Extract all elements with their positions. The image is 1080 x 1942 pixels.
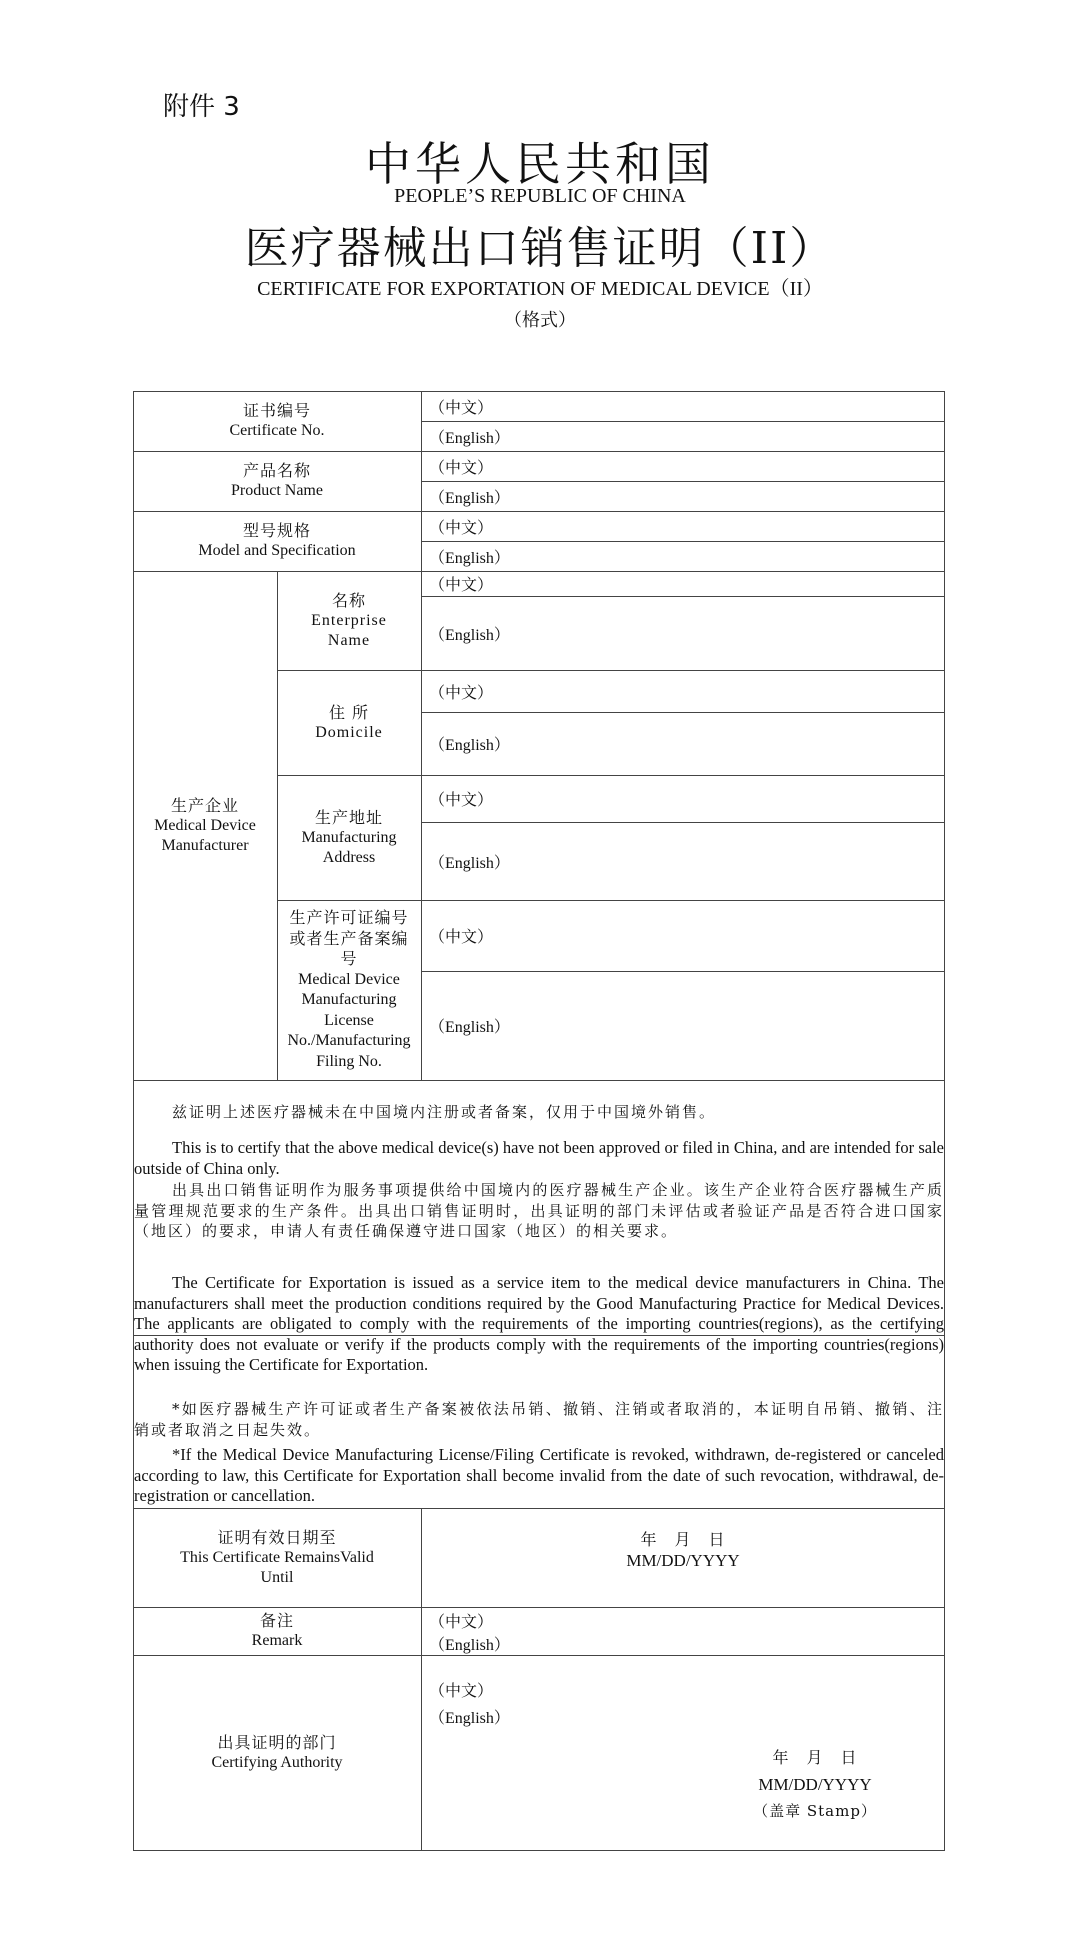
domicile-label <box>277 670 421 775</box>
model-label <box>133 511 421 571</box>
product-name-label-cn: 产品名称 <box>242 461 311 480</box>
statement-3-en: *If the Medical Device Manufacturing License/Filing Certificate is revoked, withdrawn, de-registered or canceled according to law, this Certificate for Exportation shall become invalid from the date of such revocation, withdrawal, de-registration or cancellation. <box>134 1445 944 1505</box>
remark-label-cn: 备注 <box>259 1611 294 1630</box>
product-name-cn-field[interactable]: （中文） <box>429 459 494 477</box>
cert-no-label <box>133 391 421 451</box>
manufacturing-address-label-cn: 生产地址 <box>314 807 383 827</box>
manufacturer-label-en1: Medical Device <box>154 816 256 834</box>
manufacturer-label <box>133 571 277 1080</box>
validity-label <box>133 1508 421 1607</box>
model-en-field[interactable]: （English） <box>429 549 510 567</box>
statement-1-en: This is to certify that the above medical device(s) have not been approved or filed in China, and are intended for sale outside of China only. <box>134 1138 944 1178</box>
attachment-label: 附件 3 <box>163 92 240 122</box>
domicile-label-en: Domicile <box>315 723 383 741</box>
enterprise-name-label <box>277 571 421 670</box>
divider <box>133 1080 945 1081</box>
license-no-label-en5: Filing No. <box>316 1052 382 1070</box>
remark-en-field[interactable]: （English） <box>429 1636 510 1654</box>
manufacturing-address-label <box>277 775 421 900</box>
manufacturing-address-label-en2: Address <box>322 848 376 866</box>
product-name-label-en: Product Name <box>231 482 323 499</box>
authority-label-cn: 出具证明的部门 <box>217 1733 337 1752</box>
domicile-en-field[interactable]: （English） <box>429 737 510 754</box>
authority-date-stamp[interactable] <box>730 1744 900 1824</box>
product-name-label <box>133 451 421 511</box>
statement-2-en: The Certificate for Exportation is issued as a service item to the medical device manufacturers in China. The manufacturers shall meet the production conditions required by the Good Manufacturing Practice for Medical Devices. The applicants are obligated to comply with the requirements of the importing countries(regions), as the certifying authority does not evaluate or verify if the products comply with the requirements of the importing countries(regions) when issuing the Certificate for Exportation. <box>134 1273 944 1374</box>
authority-cn-field[interactable]: （中文） <box>429 1682 494 1700</box>
enterprise-name-label-cn: 名称 <box>331 590 366 610</box>
license-no-label-en4: No./Manufacturing <box>287 1032 411 1049</box>
certificate-title-en: CERTIFICATE FOR EXPORTATION OF MEDICAL DEVICE（II） <box>257 278 823 300</box>
model-label-cn: 型号规格 <box>242 521 311 540</box>
license-no-label-en1: Medical Device <box>298 970 400 988</box>
license-no-label <box>277 900 421 1080</box>
cert-no-label-cn: 证书编号 <box>242 401 311 420</box>
manufacturer-label-en2: Manufacturer <box>161 836 249 854</box>
cert-no-label-en: Certificate No. <box>229 422 325 439</box>
authority-label <box>133 1655 421 1851</box>
enterprise-name-en-field[interactable]: （English） <box>429 626 510 644</box>
domicile-label-cn: 住 所 <box>328 702 370 722</box>
statement-3-cn: *如医疗器械生产许可证或者生产备案被依法吊销、撤销、注销或者取消的，本证明自吊销、撤销、注销或者取消之日起失效。 <box>134 1400 944 1439</box>
remark-label-en: Remark <box>251 1632 303 1649</box>
validity-label-en1: This Certificate RemainsValid <box>180 1548 374 1566</box>
authority-date-en: MM/DD/YYYY <box>758 1774 872 1794</box>
format-note: （格式） <box>504 310 576 331</box>
license-no-label-cn1: 生产许可证编号 <box>289 908 409 927</box>
statement-1-cn: 兹证明上述医疗器械未在中国境内注册或者备案，仅用于中国境外销售。 <box>172 1103 717 1121</box>
remark-label <box>133 1607 421 1655</box>
cert-no-en-field[interactable]: （English） <box>429 429 510 447</box>
model-cn-field[interactable]: （中文） <box>429 519 494 537</box>
license-no-en-field[interactable]: （English） <box>429 1019 510 1036</box>
cert-no-cn-field[interactable]: （中文） <box>429 399 494 417</box>
manufacturer-label-cn: 生产企业 <box>170 795 239 815</box>
certificate-title-cn: 医疗器械出口销售证明（II） <box>244 223 836 274</box>
license-no-cn-field[interactable]: （中文） <box>429 929 494 946</box>
authority-label-en: Certifying Authority <box>211 1754 343 1771</box>
enterprise-name-label-en1: Enterprise <box>311 611 387 629</box>
validity-date-field[interactable] <box>421 1508 945 1594</box>
manufacturing-address-label-en1: Manufacturing <box>301 828 397 846</box>
authority-en-field[interactable]: （English） <box>429 1709 510 1727</box>
license-no-label-en3: License <box>324 1011 374 1029</box>
manufacturing-address-en-field[interactable]: （English） <box>429 854 510 872</box>
product-name-en-field[interactable]: （English） <box>429 489 510 507</box>
enterprise-name-cn-field[interactable]: （中文） <box>429 577 494 594</box>
validity-date-cn: 年 月 日 <box>640 1530 726 1550</box>
validity-date-en: MM/DD/YYYY <box>626 1551 740 1571</box>
statement-2-cn: 出具出口销售证明作为服务事项提供给中国境内的医疗器械生产企业。该生产企业符合医疗器械生产质量管理规范要求的生产条件。出具出口销售证明时，出具证明的部门未评估或者验证产品是否符合进口国家（地区）的要求，申请人有责任确保遵守进口国家（地区）的相关要求。 <box>134 1181 944 1240</box>
license-no-label-en2: Manufacturing <box>301 991 397 1008</box>
country-title-en: PEOPLE’S REPUBLIC OF CHINA <box>394 185 686 207</box>
license-no-label-cn3: 号 <box>340 949 358 968</box>
country-title-cn: 中华人民共和国 <box>365 137 715 191</box>
domicile-cn-field[interactable]: （中文） <box>429 684 494 702</box>
validity-label-en2: Until <box>260 1568 294 1586</box>
validity-label-cn: 证明有效日期至 <box>217 1527 337 1547</box>
enterprise-name-label-en2: Name <box>327 631 371 649</box>
model-label-en: Model and Specification <box>198 542 356 559</box>
manufacturing-address-cn-field[interactable]: （中文） <box>429 792 494 809</box>
authority-stamp: （盖章 Stamp） <box>753 1801 877 1820</box>
remark-cn-field[interactable]: （中文） <box>429 1613 494 1631</box>
authority-date-cn: 年 月 日 <box>772 1747 858 1767</box>
license-no-label-cn2: 或者生产备案编 <box>289 928 409 948</box>
